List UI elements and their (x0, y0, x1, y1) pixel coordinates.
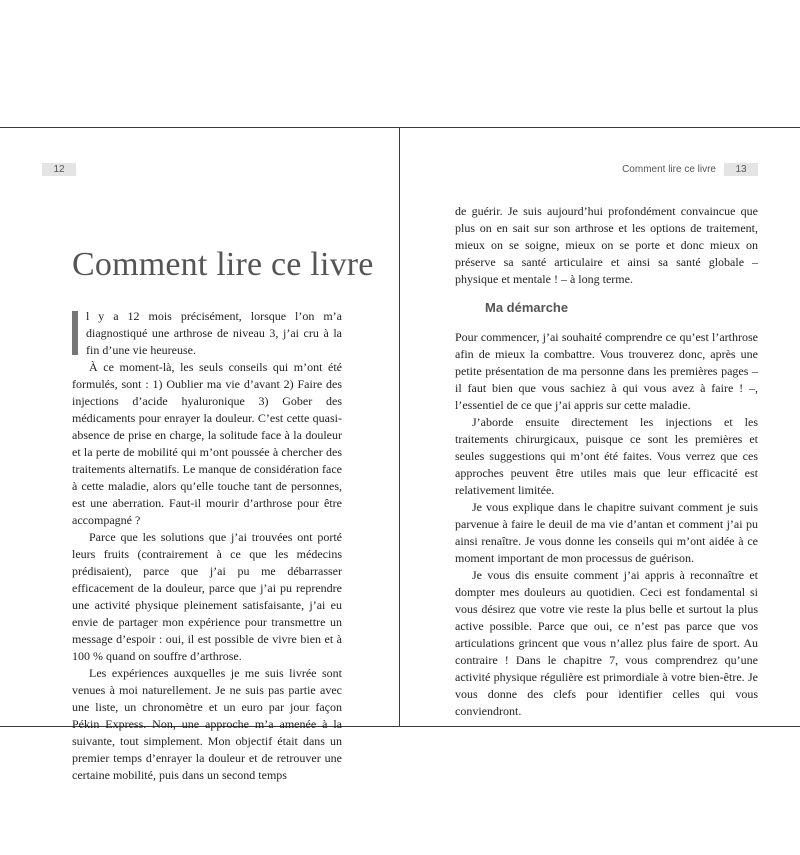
chapter-title: Comment lire ce livre (72, 246, 374, 283)
body-paragraph: Les expériences auxquelles je me suis livrée sont venues à moi naturellement. Je ne suis pas partie avec une liste, un chronomètre et un euro par jour façon Pékin Express. Non, une approche m’a amenée à la suivante, tout simplement. Mon objectif était dans un premier temps d’enrayer la douleur et de retrouver une certaine mobilité, puis dans un second temps (72, 666, 342, 782)
continued-paragraph: de guérir. Je suis aujourd’hui profondément convaincue que plus on en sait sur son arthrose et les options de traitement, mieux on se soigne, mieux on se porte et donc mieux on préserve sa santé articulaire et ainsi sa santé globale – physique et mentale ! – à long terme. (455, 204, 758, 286)
opening-paragraph-text: l y a 12 mois précisément, lorsque l’on m’a diagnostiqué une arthrose de niveau 3, j’ai cru à la fin d’une vie heureuse. (86, 309, 342, 357)
section-heading: Ma démarche (485, 300, 569, 315)
page-number-right: 13 (724, 163, 758, 176)
opening-paragraph (72, 308, 342, 359)
body-paragraph: Pour commencer, j’ai souhaité comprendre ce qu’est l’arthrose afin de mieux la combattre. Vous trouverez donc, après une petite présentation de ma personne dans les premières pages – il faut bien que vous sachiez à qui vous avez à faire ! –, l’essentiel de ce que j’ai appris sur cette maladie. (455, 330, 758, 412)
body-paragraph: Je vous explique dans le chapitre suivant comment je suis parvenue à faire le deuil de ma vie d’antan et comment j’ai pu ainsi renaître. Je vous donne les conseils qui m’ont aidée à ce moment important de mon processus de guérison. (455, 500, 758, 565)
body-paragraph: Parce que les solutions que j’ai trouvées ont porté leurs fruits (contrairement à ce que les médecins prédisaient), parce que j’ai pu me débarrasser efficacement de la douleur, parce que j’ai pu reprendre une activité physique pleinement satisfaisante, j’ai eu envie de partager mon expérience pour transmettre un message d’espoir : oui, il est possible de vivre bien et à 100 % quand on souffre d’arthrose. (72, 530, 342, 663)
running-header (622, 163, 758, 176)
left-text-block (72, 308, 342, 784)
right-text-block (455, 329, 758, 720)
right-page (400, 128, 800, 726)
drop-cap-bar (72, 311, 78, 355)
left-page (0, 128, 399, 782)
body-paragraph: À ce moment-là, les seuls conseils qui m’ont été formulés, sont : 1) Oublier ma vie d’avant 2) Faire des injections d’acide hyaluronique 3) Gober des médicaments pour enrayer la douleur. C’est cette quasi-absence de prise en charge, la solitude face à la douleur et la perte de mobilité qui m’ont poussée à chercher des traitements alternatifs. Le manque de considération face à cette maladie, alors qu’elle touche tant de personnes, est une aberration. Faut-il mourir d’arthrose pour être accompagné ? (72, 360, 342, 527)
running-title: Comment lire ce livre (622, 164, 716, 175)
body-paragraph: Je vous dis ensuite comment j’ai appris à reconnaître et dompter mes douleurs au quotidien. Ceci est fondamental si vous désirez que votre vie reste la plus belle et surtout la plus active possible. Parce que oui, ce n’est pas parce que vos articulations grincent que vous n’allez plus faire de sport. Au contraire ! Dans le chapitre 7, vous comprendrez qu’une activité physique régulière est primordiale à votre bien-être. Je vous donne des clefs pour identifier celles qui vous conviendront. (455, 568, 758, 718)
page-number-left: 12 (42, 163, 76, 176)
body-paragraph: J’aborde ensuite directement les injections et les traitements chirurgicaux, puisque ce sont les premières et seules suggestions qui m’ont été faites. Vous verrez que ces approches peuvent être utiles mais que leur efficacité est relativement limitée. (455, 415, 758, 497)
continued-text-block (455, 203, 758, 288)
